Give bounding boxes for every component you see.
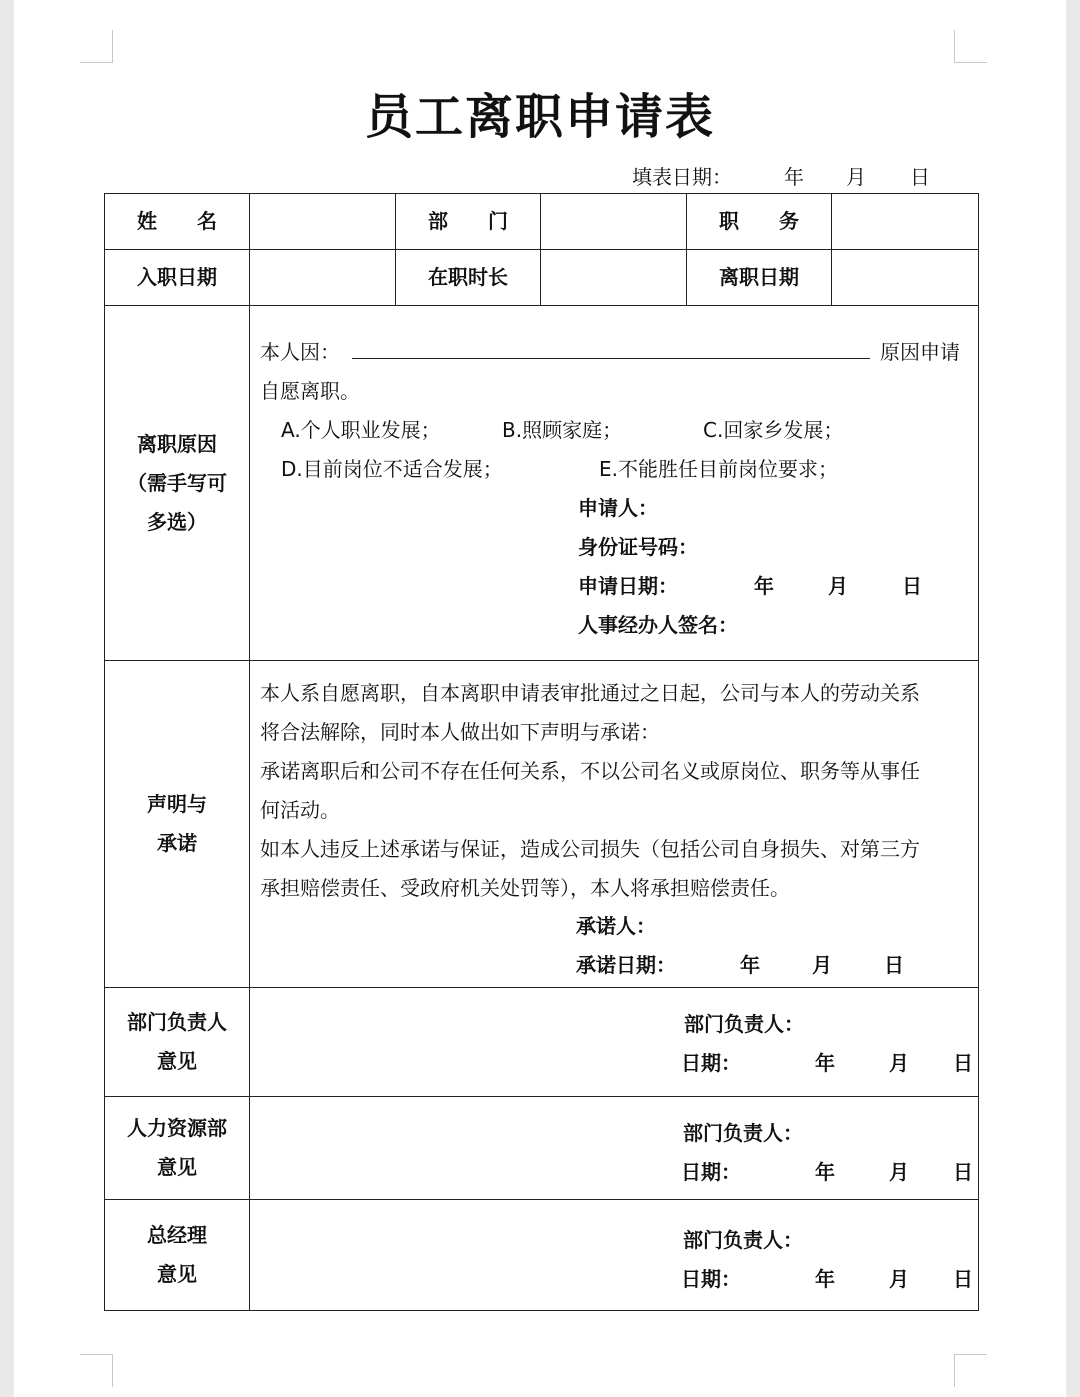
approval-date-day: 日 [953,1160,973,1184]
promisor-label: 承诺人： [576,914,656,938]
approval-label-line: 意见 [157,1155,197,1179]
statement-paragraph: 本人系自愿离职，自本离职申请表审批通过之日起，公司与本人的劳动关系 [260,681,920,705]
promise-date-label: 承诺日期： [576,953,676,977]
apply-date-month: 月 [828,574,848,598]
promise-date-year: 年 [740,953,760,977]
approval-signer: 部门负责人： [683,1121,803,1145]
approval-date-day: 日 [953,1267,973,1291]
promise-date-month: 月 [812,953,832,977]
promise-date-day: 日 [884,953,904,977]
approval-label-line: 部门负责人 [127,1010,227,1034]
table-row [105,250,979,306]
table-row [105,1200,979,1311]
approval-label-dept [105,988,250,1097]
statement-label-line: 声明与 [147,792,207,816]
approval-content-dept[interactable] [250,988,979,1097]
fill-date-day: 日 [910,165,930,189]
approval-date-month: 月 [889,1267,909,1291]
approval-date-month: 月 [889,1160,909,1184]
applicant-label: 申请人： [578,496,658,520]
crop-mark-bottom-left [80,1354,113,1387]
approval-date-month: 月 [889,1051,909,1075]
document-title: 员工离职申请表 [364,89,715,145]
statement-paragraph: 承担赔偿责任、受政府机关处罚等），本人将承担赔偿责任。 [260,876,790,900]
approval-date-year: 年 [815,1267,835,1291]
approval-date-year: 年 [815,1051,835,1075]
approval-date-label: 日期： [681,1051,741,1075]
statement-label-line: 承诺 [157,831,197,855]
apply-date-day: 日 [902,574,922,598]
approval-label-line: 人力资源部 [127,1116,227,1140]
table-row [105,661,979,988]
position-label: 职 务 [687,194,832,250]
name-label: 姓 名 [105,194,250,250]
reason-option-e[interactable]: E.不能胜任目前岗位要求； [599,457,838,481]
approval-date-label: 日期： [681,1267,741,1291]
tenure-field[interactable] [541,250,687,306]
fill-date-year: 年 [784,165,804,189]
approval-date-year: 年 [815,1160,835,1184]
approval-date [681,1263,973,1292]
approval-date [681,1047,973,1076]
reason-label-line: （需手写可 [127,470,227,495]
approval-date-label: 日期： [681,1160,741,1184]
fill-date-label: 填表日期： [632,165,732,189]
apply-date-label: 申请日期： [578,574,678,598]
hire-date-label: 入职日期 [105,250,250,306]
statement-label [105,661,250,988]
fill-date-month: 月 [846,165,866,189]
reason-sentence [260,336,960,365]
approval-label-line: 意见 [157,1049,197,1073]
approval-label-gm [105,1200,250,1311]
approval-date [681,1156,973,1185]
position-field[interactable] [832,194,979,250]
reason-prefix: 本人因： [260,340,340,364]
approval-label-line: 意见 [157,1262,197,1286]
reason-label [105,306,250,661]
reason-label-line: 多选） [147,509,207,534]
apply-date-year: 年 [754,574,774,598]
reason-line2: 自愿离职。 [260,379,360,403]
table-row [105,988,979,1097]
name-field[interactable] [250,194,396,250]
apply-date [578,570,922,599]
hire-date-field[interactable] [250,250,396,306]
approval-content-gm[interactable] [250,1200,979,1311]
approval-signer: 部门负责人： [684,1012,804,1036]
department-field[interactable] [541,194,687,250]
reason-option-d[interactable]: D.目前岗位不适合发展； [281,457,503,481]
reason-suffix: 原因申请 [880,340,960,364]
resignation-form-table [104,193,979,1311]
reason-option-a[interactable]: A.个人职业发展； [281,418,441,442]
approval-content-hr[interactable] [250,1097,979,1200]
approval-label-hr [105,1097,250,1200]
reason-label-line: 离职原因 [137,431,217,456]
table-row [105,306,979,661]
leave-date-field[interactable] [832,250,979,306]
crop-mark-top-left [80,30,113,63]
statement-paragraph: 如本人违反上述承诺与保证，造成公司损失（包括公司自身损失、对第三方 [260,837,920,861]
promise-date [576,949,904,978]
reason-blank-line[interactable] [352,340,870,359]
statement-paragraph: 何活动。 [260,798,340,822]
id-number-label: 身份证号码： [578,535,698,559]
tenure-label: 在职时长 [396,250,541,306]
reason-option-c[interactable]: C.回家乡发展； [703,418,844,442]
crop-mark-bottom-right [954,1354,987,1387]
fill-date [632,161,930,190]
hr-signature-label: 人事经办人签名： [578,613,738,637]
reason-option-b[interactable]: B.照顾家庭； [502,418,623,442]
approval-label-line: 总经理 [147,1223,207,1247]
statement-paragraph: 将合法解除，同时本人做出如下声明与承诺： [260,720,660,744]
table-row [105,194,979,250]
approval-date-day: 日 [953,1051,973,1075]
leave-date-label: 离职日期 [687,250,832,306]
statement-content [250,661,979,988]
crop-mark-top-right [954,30,987,63]
statement-paragraph: 承诺离职后和公司不存在任何关系，不以公司名义或原岗位、职务等从事任 [260,759,920,783]
approval-signer: 部门负责人： [683,1228,803,1252]
reason-content [250,306,979,661]
department-label: 部 门 [396,194,541,250]
table-row [105,1097,979,1200]
